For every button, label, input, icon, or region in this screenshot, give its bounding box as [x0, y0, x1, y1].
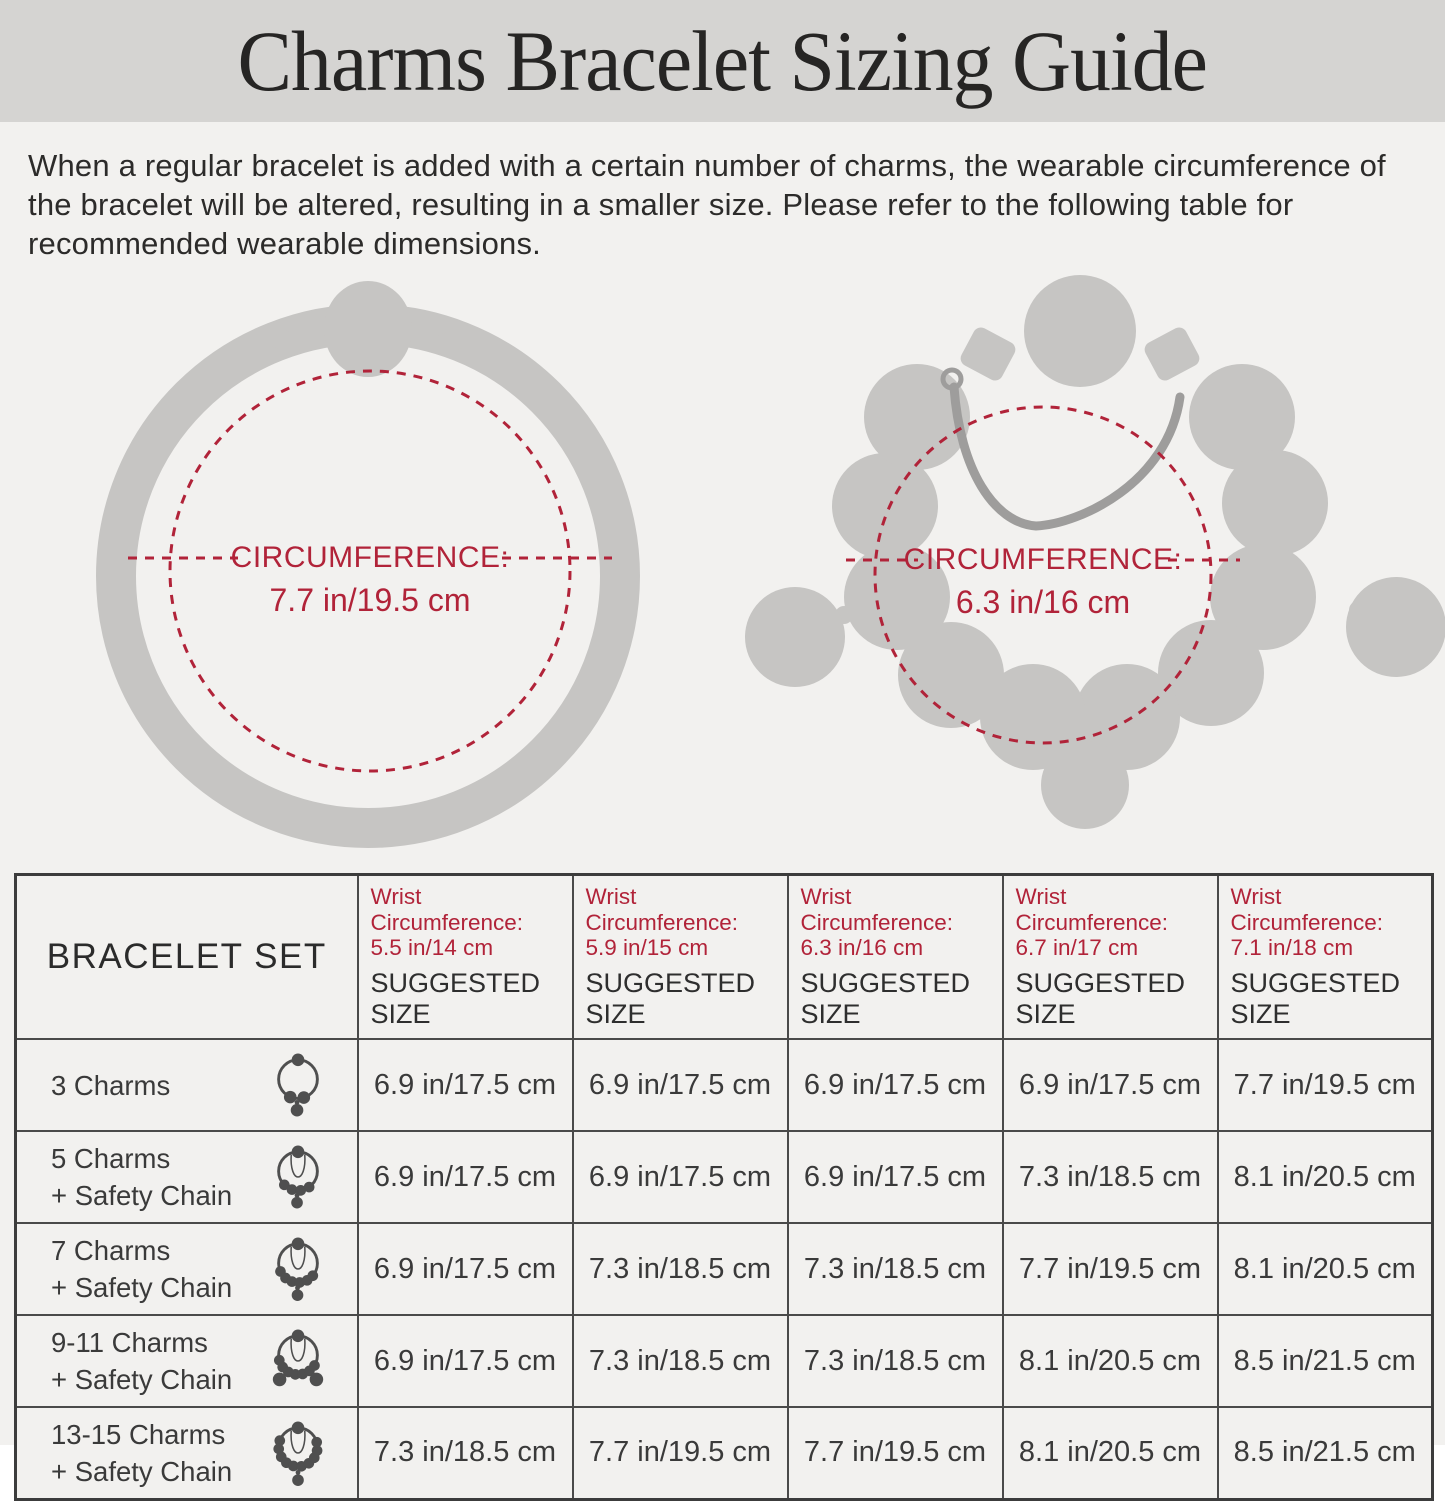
- table-row-3-charms: [16, 1039, 1433, 1131]
- bracelet-set-header: BRACELET SET: [16, 875, 358, 1039]
- col-header-wrist-5-5in: Wrist Circumference: 5.5 in/14 cm SUGGESTED SIZE: [358, 875, 573, 1039]
- intro-paragraph: When a regular bracelet is added with a certain number of charms, the wearable circumference of the bracelet will be altered, resulting in a smaller size. Please refer to the following table for recommended wearable dimensions.: [28, 148, 1386, 262]
- row-label: 5 Charms: [51, 1142, 171, 1174]
- size-cell: 6.9 in/17.5 cm: [573, 1039, 788, 1131]
- size-cell: 8.1 in/20.5 cm: [1218, 1223, 1433, 1315]
- size-cell: 8.5 in/21.5 cm: [1218, 1315, 1433, 1407]
- dangle-charm-bottom: [1041, 741, 1129, 829]
- plain-bracelet-diagram: [60, 271, 682, 863]
- size-cell: 8.5 in/21.5 cm: [1218, 1407, 1433, 1499]
- clasp-bead: [324, 281, 412, 377]
- bracelet-13-15-charms-safety-chain-icon: [267, 1418, 329, 1488]
- page-title: Charms Bracelet Sizing Guide: [237, 13, 1208, 109]
- diagrams-section: [0, 263, 1445, 863]
- table-header-row: [16, 875, 1433, 1039]
- row-sublabel: + Safety Chain: [51, 1455, 233, 1487]
- bracelet-9-11-charms-safety-chain-icon: [267, 1326, 329, 1396]
- row-label: 3 Charms: [51, 1069, 171, 1101]
- sizing-table: [14, 873, 1434, 1500]
- size-cell: 7.7 in/19.5 cm: [1003, 1223, 1218, 1315]
- charm-bracelet-diagram: [728, 265, 1440, 861]
- size-cell: 7.3 in/18.5 cm: [573, 1315, 788, 1407]
- table-row-9-11-charms: [16, 1315, 1433, 1407]
- col-header-wrist-6-3in: Wrist Circumference: 6.3 in/16 cm SUGGESTED SIZE: [788, 875, 1003, 1039]
- size-cell: 7.3 in/18.5 cm: [788, 1223, 1003, 1315]
- row-sublabel: + Safety Chain: [51, 1180, 233, 1212]
- table-row-7-charms: [16, 1223, 1433, 1315]
- size-cell: 7.3 in/18.5 cm: [358, 1407, 573, 1499]
- size-cell: 8.1 in/20.5 cm: [1003, 1407, 1218, 1499]
- table-row-13-15-charms: [16, 1407, 1433, 1499]
- size-cell: 6.9 in/17.5 cm: [358, 1131, 573, 1223]
- size-cell: 6.9 in/17.5 cm: [358, 1315, 573, 1407]
- header-band: [0, 0, 1445, 122]
- col-header-wrist-5-9in: Wrist Circumference: 5.9 in/15 cm SUGGESTED SIZE: [573, 875, 788, 1039]
- charm-circumference-label: CIRCUMFERENCE:: [903, 543, 1183, 577]
- charm-circumference-value: 6.3 in/16 cm: [955, 584, 1131, 621]
- size-cell: 6.9 in/17.5 cm: [788, 1039, 1003, 1131]
- size-cell: 8.1 in/20.5 cm: [1003, 1315, 1218, 1407]
- row-sublabel: + Safety Chain: [51, 1272, 233, 1304]
- safety-chain: [954, 387, 1180, 526]
- size-cell: 6.9 in/17.5 cm: [358, 1223, 573, 1315]
- row-label: 13-15 Charms: [51, 1418, 226, 1450]
- bracelet-3-charms-icon: [267, 1050, 329, 1120]
- size-cell: 8.1 in/20.5 cm: [1218, 1131, 1433, 1223]
- size-cell: 7.7 in/19.5 cm: [1218, 1039, 1433, 1131]
- row-label: 7 Charms: [51, 1234, 171, 1266]
- size-cell: 6.9 in/17.5 cm: [1003, 1039, 1218, 1131]
- bracelet-band: [116, 324, 620, 828]
- col-header-wrist-6-7in: Wrist Circumference: 6.7 in/17 cm SUGGESTED SIZE: [1003, 875, 1218, 1039]
- col-header-wrist-7-1in: Wrist Circumference: 7.1 in/18 cm SUGGESTED SIZE: [1218, 875, 1433, 1039]
- dangle-charm-left: [745, 587, 845, 687]
- size-cell: 7.3 in/18.5 cm: [788, 1315, 1003, 1407]
- size-cell: 6.9 in/17.5 cm: [358, 1039, 573, 1131]
- size-cell: 7.7 in/19.5 cm: [788, 1407, 1003, 1499]
- size-cell: 6.9 in/17.5 cm: [573, 1131, 788, 1223]
- plain-circumference-label: CIRCUMFERENCE:: [230, 541, 510, 575]
- bracelet-7-charms-safety-chain-icon: [267, 1234, 329, 1304]
- table-row-5-charms: [16, 1131, 1433, 1223]
- row-label: 9-11 Charms: [51, 1326, 208, 1358]
- size-cell: 7.3 in/18.5 cm: [1003, 1131, 1218, 1223]
- dangle-charm-right: [1346, 577, 1445, 677]
- plain-circumference-value: 7.7 in/19.5 cm: [269, 582, 471, 619]
- bracelet-5-charms-safety-chain-icon: [267, 1142, 329, 1212]
- row-sublabel: + Safety Chain: [51, 1364, 233, 1396]
- size-cell: 6.9 in/17.5 cm: [788, 1131, 1003, 1223]
- size-cell: 7.3 in/18.5 cm: [573, 1223, 788, 1315]
- size-cell: 7.7 in/19.5 cm: [573, 1407, 788, 1499]
